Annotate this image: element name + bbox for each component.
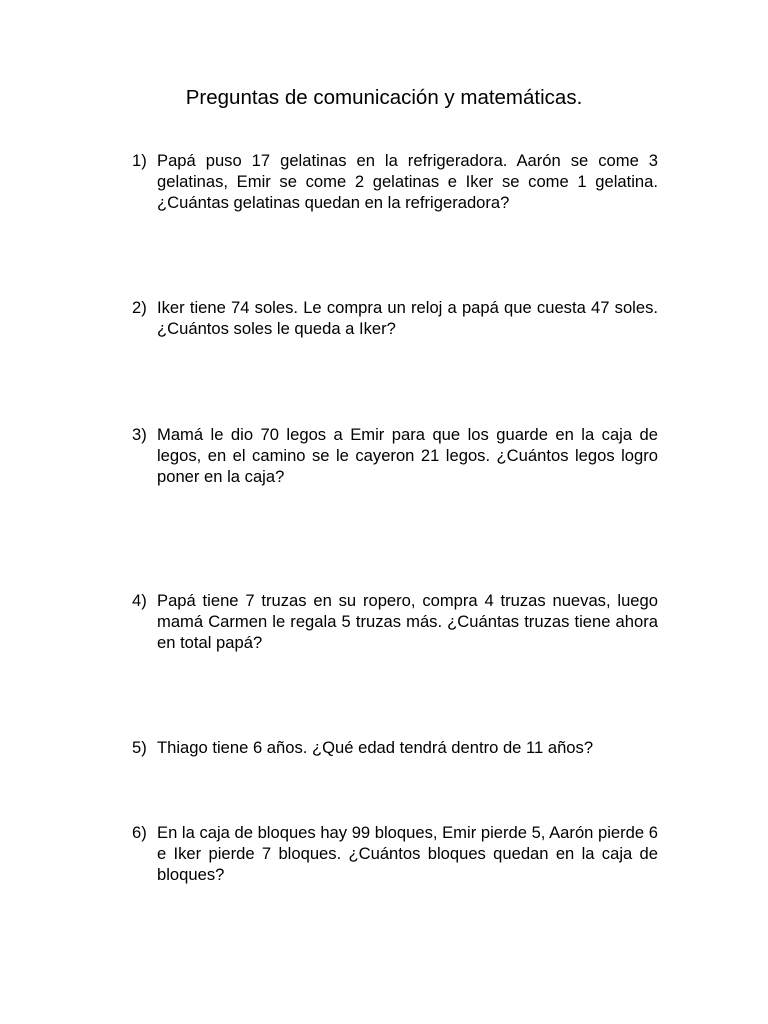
question-number: 6) [132, 823, 147, 842]
question-1 [132, 150, 658, 214]
question-4 [132, 590, 658, 654]
question-2 [132, 297, 658, 339]
question-number: 3) [132, 425, 147, 444]
question-text: Papá tiene 7 truzas en su ropero, compra 4 truzas nuevas, luego mamá Carmen le regala 5 truzas más. ¿Cuántas truzas tiene ahora en total papá? [157, 591, 658, 653]
question-text: Papá puso 17 gelatinas en la refrigeradora. Aarón se come 3 gelatinas, Emir se come 2 gelatinas e Iker se come 1 gelatina. ¿Cuántas gelatinas quedan en la refrigeradora? [157, 151, 658, 213]
question-number: 4) [132, 591, 147, 610]
page-title: Preguntas de comunicación y matemáticas. [185, 86, 583, 109]
question-5 [132, 737, 658, 758]
question-text: En la caja de bloques hay 99 bloques, Emir pierde 5, Aarón pierde 6 e Iker pierde 7 bloques. ¿Cuántos bloques quedan en la caja de bloques? [157, 823, 658, 885]
question-3 [132, 424, 658, 488]
question-number: 1) [132, 151, 147, 170]
question-text: Iker tiene 74 soles. Le compra un reloj a papá que cuesta 47 soles. ¿Cuántos soles le queda a Iker? [157, 298, 658, 339]
question-text: Mamá le dio 70 legos a Emir para que los guarde en la caja de legos, en el camino se le cayeron 21 legos. ¿Cuántos legos logro poner en la caja? [157, 425, 658, 487]
question-text: Thiago tiene 6 años. ¿Qué edad tendrá dentro de 11 años? [157, 738, 594, 757]
question-6 [132, 822, 658, 886]
question-number: 5) [132, 738, 147, 757]
question-number: 2) [132, 298, 147, 317]
